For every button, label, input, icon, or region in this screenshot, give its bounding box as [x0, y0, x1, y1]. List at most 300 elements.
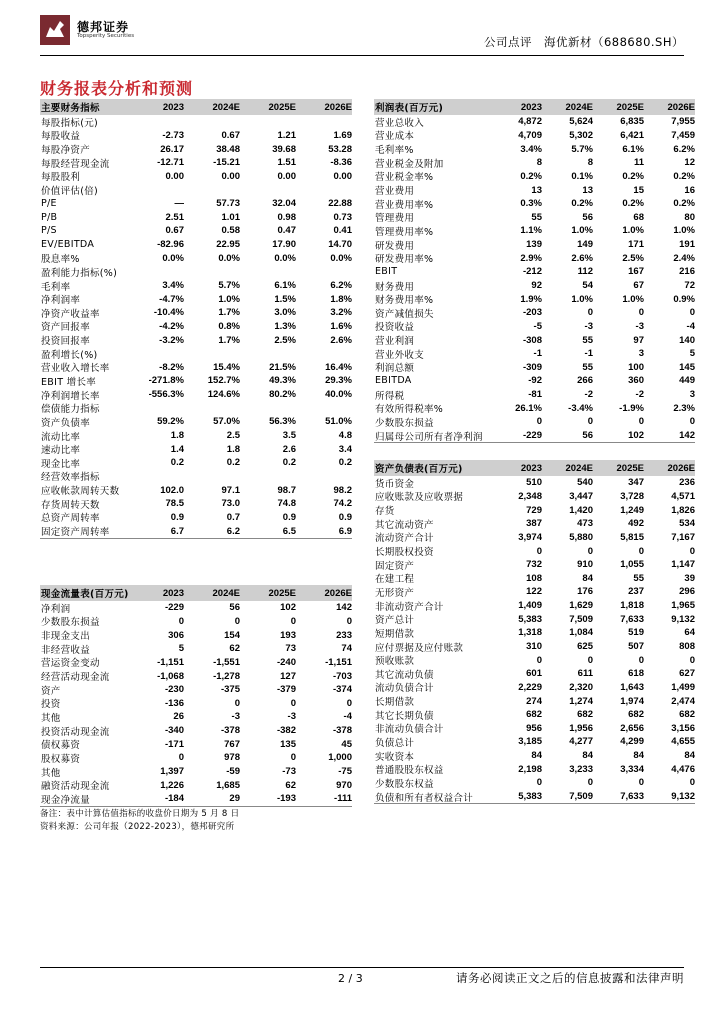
cell-value: 5,302: [569, 129, 593, 141]
table-row: [40, 183, 352, 197]
cell-value: 0: [689, 545, 695, 557]
cell-value: 38.48: [216, 143, 240, 155]
row-label: 营业外收支: [375, 349, 425, 361]
row-label: P/S: [41, 225, 57, 237]
table-row: [40, 792, 352, 806]
table-title: 现金流量表(百万元): [41, 589, 129, 600]
cell-value: 102: [280, 602, 296, 614]
cell-value: 124.6%: [207, 389, 240, 401]
cell-value: 0: [587, 307, 593, 319]
cell-value: 1.4: [170, 443, 184, 455]
row-label: 管理费用率%: [375, 226, 434, 238]
table-row: [374, 320, 695, 334]
table-row: [40, 778, 352, 792]
cell-value: 1.21: [277, 129, 296, 141]
cell-value: 3.0%: [274, 307, 296, 319]
cell-value: 2.9%: [520, 252, 542, 264]
cell-value: 5.7%: [218, 280, 240, 291]
cell-value: 74: [341, 643, 352, 655]
table-row: [40, 696, 352, 710]
page-number: 2 / 3: [338, 972, 363, 985]
cell-value: -4.2%: [159, 320, 184, 332]
cell-value: 0.2: [170, 457, 184, 469]
cell-value: 0.2: [226, 457, 240, 469]
cell-value: 3,156: [671, 722, 695, 734]
row-label: 存货周转天数: [41, 499, 100, 511]
cell-value: 729: [526, 504, 542, 516]
table-row: [374, 115, 695, 129]
cell-value: 1,274: [569, 695, 593, 707]
cell-value: 5,383: [518, 791, 542, 803]
table-row: [374, 612, 695, 626]
row-label: 实收资本: [375, 751, 415, 763]
cell-value: 68: [633, 211, 644, 223]
table-row: [374, 790, 695, 804]
table-row: [40, 628, 352, 642]
table-row: [40, 511, 352, 525]
cell-value: 29.3%: [325, 375, 352, 387]
row-label: 现金净流量: [41, 794, 91, 806]
year-header: 2025E: [616, 462, 644, 474]
table-row: [374, 279, 695, 293]
cell-value: 0.2%: [622, 198, 644, 210]
cell-value: 2.5%: [622, 252, 644, 264]
row-label: 普通股股东权益: [375, 765, 444, 777]
row-label: 净资产收益率: [41, 308, 100, 320]
cell-value: 84: [633, 750, 644, 762]
cell-value: -59: [226, 766, 240, 777]
cell-value: 0: [536, 545, 542, 557]
cell-value: 2.6%: [330, 334, 352, 346]
cell-value: 1.8: [170, 430, 184, 442]
table-row: [374, 694, 695, 708]
cell-value: 22.95: [216, 239, 240, 251]
cell-value: 274: [526, 695, 542, 707]
cell-value: 1,409: [518, 600, 542, 612]
table-row: [40, 210, 352, 224]
cell-value: 3.2%: [330, 307, 352, 319]
cell-value: 2,348: [518, 490, 542, 502]
row-label: 营业总收入: [375, 117, 425, 129]
row-label: 营运资金变动: [41, 658, 100, 670]
cell-value: 57.73: [216, 198, 240, 210]
cell-value: -193: [276, 793, 296, 805]
year-header: 2024E: [565, 462, 593, 474]
cell-value: —: [174, 198, 184, 210]
notes: [40, 808, 239, 834]
cell-value: 1.51: [277, 157, 296, 169]
cell-value: 3: [638, 348, 644, 360]
cell-value: 1,629: [569, 600, 593, 612]
cell-value: 682: [679, 709, 695, 721]
cell-value: -8.2%: [159, 361, 184, 373]
cell-value: -382: [276, 725, 296, 737]
cell-value: -2: [584, 389, 593, 401]
cell-value: 84: [582, 572, 593, 584]
cell-value: 1.5%: [274, 293, 296, 305]
cell-value: 152.7%: [207, 375, 240, 387]
cell-value: -1: [533, 348, 542, 360]
cell-value: 0.8%: [218, 320, 240, 332]
cell-value: -92: [528, 375, 542, 387]
cell-value: 2,474: [671, 695, 695, 707]
cell-value: 473: [577, 518, 593, 530]
cell-value: -308: [522, 334, 542, 346]
cell-value: 1,974: [620, 695, 644, 707]
cell-value: 6,421: [620, 129, 644, 141]
cell-value: 154: [224, 629, 240, 641]
row-label: 营业税金及附加: [375, 158, 444, 170]
cell-value: -2.73: [162, 129, 184, 141]
table-row: [40, 669, 352, 683]
page-title: 财务报表分析和预测: [40, 79, 194, 98]
cell-value: 1.8: [226, 443, 240, 455]
table-title: 主要财务指标: [41, 103, 100, 114]
year-header: 2023: [520, 462, 542, 474]
cell-value: 145: [679, 361, 695, 373]
cell-value: 13: [582, 184, 593, 196]
cell-value: -10.4%: [153, 307, 184, 319]
year-header: 2024E: [212, 101, 240, 113]
cell-value: 29: [229, 793, 240, 805]
cell-value: 191: [679, 239, 695, 251]
brand-logo-icon: [40, 15, 70, 45]
table-title: 利润表(百万元): [375, 103, 444, 114]
cell-value: 7,509: [569, 613, 593, 625]
cell-value: 26: [173, 711, 184, 723]
table-row: [374, 210, 695, 224]
year-header: 2025E: [268, 101, 296, 113]
row-label: 资产负债率: [41, 417, 91, 429]
table-row: [40, 361, 352, 375]
cell-value: 1,499: [671, 681, 695, 693]
cell-value: -379: [276, 684, 296, 696]
row-label: 少数股东损益: [375, 417, 434, 429]
table-row: [40, 456, 352, 470]
cell-value: 0.0%: [218, 252, 240, 264]
row-label: 净利润增长率: [41, 390, 100, 402]
cell-value: 0.73: [333, 211, 352, 223]
cell-value: 100: [628, 361, 644, 373]
cell-value: 84: [684, 750, 695, 762]
row-label: 负债和所有者权益合计: [375, 792, 474, 804]
cell-value: 0.7: [226, 511, 240, 523]
table-row: [40, 156, 352, 170]
cell-value: 3.4%: [520, 143, 542, 155]
row-label: 经营效率指标: [41, 472, 100, 484]
table-row: [40, 320, 352, 334]
table-row: [40, 333, 352, 347]
table-row: [374, 667, 695, 681]
cell-value: 74.8: [277, 498, 296, 510]
cell-value: 0.0%: [162, 252, 184, 264]
table-row: [40, 374, 352, 388]
table-row: [374, 429, 695, 443]
cell-value: 127: [280, 670, 296, 682]
row-label: 其他: [41, 767, 61, 779]
row-label: 资产减值损失: [375, 308, 434, 320]
cell-value: 64: [684, 627, 695, 639]
cell-value: -1.9%: [619, 402, 644, 414]
row-label: 每股收益: [41, 131, 81, 143]
cell-value: 56.3%: [269, 416, 296, 428]
cell-value: 0: [178, 615, 184, 627]
cell-value: 0: [536, 654, 542, 666]
table-row: [374, 571, 695, 585]
row-label: EV/EBITDA: [41, 239, 95, 251]
cell-value: 6.7: [170, 525, 184, 537]
table-row: [374, 653, 695, 667]
cell-value: 0: [689, 654, 695, 666]
cell-value: 910: [577, 559, 593, 571]
cell-value: 1.01: [221, 211, 240, 223]
row-label: 营业费用: [375, 186, 415, 198]
cell-value: 618: [628, 668, 644, 680]
cell-value: 15.4%: [213, 361, 240, 373]
row-label: 营业费用率%: [375, 199, 434, 211]
row-label: 股权募资: [41, 753, 81, 765]
row-label: 每股经营现金流: [41, 158, 110, 170]
cell-value: 0: [587, 545, 593, 557]
cell-value: 306: [168, 629, 184, 641]
table-row: [374, 156, 695, 170]
row-label: 货币资金: [375, 478, 415, 490]
cell-value: 56: [582, 430, 593, 442]
row-label: 所得税: [375, 390, 405, 402]
table-row: [40, 470, 352, 484]
row-label: 现金比率: [41, 458, 81, 470]
table-row: [374, 735, 695, 749]
row-label: 其它流动负债: [375, 669, 434, 681]
row-label: 研发费用率%: [375, 254, 434, 266]
table-header: [40, 99, 352, 115]
cell-value: 0.67: [221, 129, 240, 141]
cell-value: 1.1%: [520, 225, 542, 237]
table-row: [40, 429, 352, 443]
cell-value: 5: [689, 348, 695, 360]
cell-value: 21.5%: [269, 361, 296, 373]
cell-value: -703: [332, 670, 352, 682]
cell-value: -171: [164, 738, 184, 750]
cell-value: 80: [684, 211, 695, 223]
header-divider: [40, 55, 684, 56]
row-label: 营业收入增长率: [41, 363, 110, 375]
row-label: 每股股利: [41, 172, 81, 184]
cell-value: 1,420: [569, 504, 593, 516]
row-label: 盈利增长(%): [41, 349, 98, 361]
row-label: 存货: [375, 506, 395, 518]
cell-value: 0.41: [333, 225, 352, 237]
cell-value: 236: [679, 477, 695, 489]
row-label: EBIT 增长率: [41, 377, 97, 388]
table-row: [374, 681, 695, 695]
table-header: [374, 99, 695, 115]
table-row: [374, 265, 695, 279]
row-label: 负债总计: [375, 738, 415, 749]
cell-value: 1,084: [569, 627, 593, 639]
cell-value: 0.2: [338, 457, 352, 469]
table-row: [374, 347, 695, 361]
cell-value: 0.67: [165, 225, 184, 237]
table-row: [40, 737, 352, 751]
cell-value: 56: [582, 211, 593, 223]
cell-value: -378: [332, 725, 352, 737]
cell-value: 11: [633, 157, 644, 169]
row-label: 应收帐款周转天数: [41, 486, 120, 498]
cell-value: 0: [638, 654, 644, 666]
cell-value: 2.6: [282, 443, 296, 455]
row-label: EBIT: [375, 266, 398, 278]
cell-value: -378: [220, 725, 240, 737]
table-row: [374, 762, 695, 776]
table-row: [40, 292, 352, 306]
table-row: [40, 115, 352, 129]
row-label: 价值评估(倍): [41, 186, 99, 198]
cell-value: 1.7%: [218, 307, 240, 319]
cell-value: 1.0%: [571, 225, 593, 237]
cell-value: 26.1%: [515, 402, 542, 414]
cell-value: 233: [336, 629, 352, 641]
cashflow-table: [40, 585, 352, 807]
cell-value: 149: [577, 239, 593, 251]
row-label: 营业利润: [375, 336, 415, 348]
cell-value: 4,655: [671, 736, 695, 748]
cell-value: 97.1: [221, 484, 240, 496]
cell-value: 8: [536, 157, 542, 169]
cell-value: 78.5: [165, 498, 184, 510]
cell-value: -375: [220, 684, 240, 696]
row-label: 速动比率: [41, 445, 81, 457]
table-row: [40, 238, 352, 252]
cell-value: 625: [577, 641, 593, 652]
table-row: [374, 626, 695, 640]
cell-value: 26.17: [160, 143, 184, 155]
cell-value: 3,974: [518, 531, 542, 543]
cell-value: -4.7%: [159, 293, 184, 305]
cell-value: 0: [290, 615, 296, 627]
cell-value: 4,299: [620, 736, 644, 748]
row-label: 少数股东权益: [375, 778, 434, 790]
table-row: [40, 751, 352, 765]
cell-value: 3,447: [569, 490, 593, 502]
cell-value: 5.7%: [571, 143, 593, 155]
cell-value: 53.28: [328, 143, 352, 155]
cell-value: 122: [526, 586, 542, 598]
cell-value: 1.0%: [571, 293, 593, 305]
row-label: 盈利能力指标(%): [41, 267, 118, 279]
cell-value: 3: [689, 389, 695, 401]
cell-value: -12.71: [157, 157, 184, 169]
cell-value: -1,551: [213, 656, 240, 668]
disclaimer: 请务必阅读正文之后的信息披露和法律声明: [456, 971, 684, 985]
row-label: 预收账款: [375, 656, 415, 668]
cell-value: 0.98: [277, 211, 296, 223]
row-label: 资产总计: [375, 615, 415, 627]
brand-subtitle: Topsperity Securities: [77, 33, 135, 39]
cell-value: 1,000: [328, 752, 352, 764]
cell-value: -3: [584, 320, 593, 332]
cell-value: 387: [526, 518, 542, 530]
cell-value: 0: [536, 777, 542, 789]
row-label: 投资活动现金流: [41, 726, 110, 738]
cell-value: 12: [684, 157, 695, 169]
cell-value: 510: [526, 477, 542, 489]
cell-value: -203: [522, 307, 542, 319]
cell-value: 0: [234, 615, 240, 627]
cell-value: 73: [285, 643, 296, 655]
cell-value: 84: [582, 750, 593, 762]
cell-value: 1,318: [518, 627, 542, 639]
cell-value: 0: [689, 777, 695, 789]
cell-value: -229: [522, 430, 542, 442]
table-row: [40, 683, 352, 697]
row-label: P/E: [41, 198, 57, 210]
cell-value: 171: [628, 239, 644, 251]
cell-value: 507: [628, 641, 644, 652]
cell-value: 0.00: [277, 170, 296, 182]
row-label: 固定资产: [375, 560, 415, 572]
cell-value: 767: [224, 738, 240, 750]
indicators-table: [40, 99, 352, 539]
cell-value: 4,872: [518, 116, 542, 128]
table-row: [40, 251, 352, 265]
row-label: 毛利率: [41, 281, 71, 293]
row-label: 营业成本: [375, 131, 415, 143]
cell-value: -1: [584, 348, 593, 360]
cell-value: 266: [577, 375, 593, 387]
cell-value: 72: [684, 280, 695, 291]
row-label: 应付票据及应付账款: [375, 642, 464, 654]
cell-value: 0: [638, 416, 644, 428]
table-row: [374, 306, 695, 320]
cell-value: 1,685: [216, 779, 240, 791]
row-label: 其它流动资产: [375, 519, 434, 531]
cell-value: 0.9: [338, 511, 352, 523]
cell-value: -4: [343, 711, 352, 723]
cell-value: 0.00: [221, 170, 240, 182]
year-header: 2023: [520, 101, 542, 113]
cell-value: 970: [336, 779, 352, 791]
table-row: [40, 656, 352, 670]
cell-value: 74.2: [333, 498, 352, 510]
table-row: [40, 615, 352, 629]
cell-value: 57.0%: [213, 416, 240, 428]
year-header: 2026E: [667, 462, 695, 474]
cell-value: -82.96: [157, 239, 184, 251]
row-label: 短期借款: [375, 628, 415, 640]
row-label: 研发费用: [375, 240, 415, 252]
cell-value: 193: [280, 629, 296, 641]
income-table: [374, 99, 695, 443]
year-header: 2024E: [212, 587, 240, 599]
cell-value: 1,818: [620, 600, 644, 612]
table-row: [40, 765, 352, 779]
cell-value: 0.0%: [274, 252, 296, 264]
cell-value: -5: [533, 320, 542, 332]
cell-value: 534: [679, 518, 695, 530]
row-label: 每股指标(元): [41, 117, 99, 129]
cell-value: 1.0%: [218, 293, 240, 305]
cell-value: 0: [587, 777, 593, 789]
cell-value: 6.2%: [330, 280, 352, 291]
table-row: [40, 279, 352, 293]
cell-value: 0: [638, 545, 644, 557]
cell-value: 102.0: [160, 484, 184, 496]
cell-value: 7,633: [620, 613, 644, 625]
cell-value: -1,278: [213, 670, 240, 682]
cell-value: 8: [587, 157, 593, 169]
table-row: [40, 497, 352, 511]
